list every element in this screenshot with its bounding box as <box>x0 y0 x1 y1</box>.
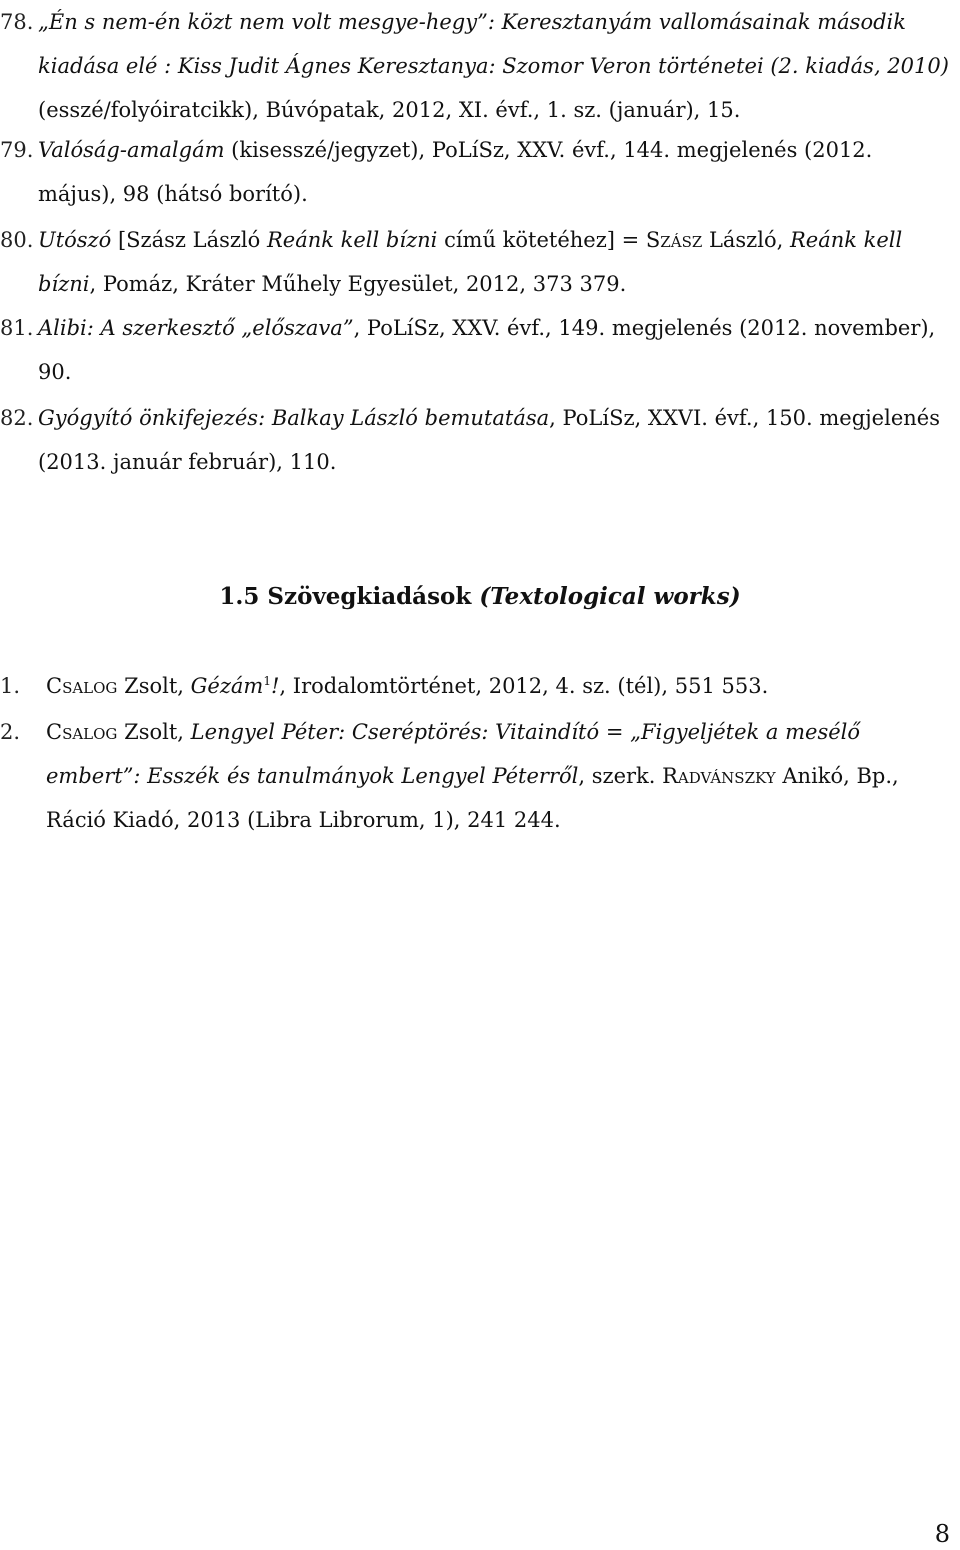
entry-text <box>38 396 955 484</box>
entry-text-part: László, <box>702 228 790 252</box>
entry-text <box>38 0 955 132</box>
entry-number: 81. <box>0 316 34 340</box>
bibliography-entry-81 <box>0 306 955 394</box>
work-number: 2. <box>0 720 21 744</box>
entry-number: 82. <box>0 406 34 430</box>
work-text-part: , szerk. <box>578 764 663 788</box>
author-surname: Szász <box>645 228 703 252</box>
work-details: , Irodalomtörténet, 2012, 4. sz. (tél), 551 553. <box>279 674 769 698</box>
work-number: 1. <box>0 674 21 698</box>
entry-details: (esszé/folyóiratcikk), Búvópatak, 2012, XI. évf., 1. sz. (január), 15. <box>38 98 741 122</box>
entry-text-part: című kötetéhez] = <box>437 228 646 252</box>
page-number: 8 <box>934 1520 950 1548</box>
entry-title: Gyógyító önkifejezés: Balkay László bemutatása <box>38 406 550 430</box>
entry-title: Alibi: A szerkesztő „előszava” <box>38 316 354 340</box>
entry-number: 78. <box>0 10 34 34</box>
section-heading-text: 1.5 Szövegkiadások <box>219 583 480 610</box>
textological-work-2 <box>0 710 955 842</box>
bibliography-entry-82 <box>0 396 955 484</box>
author-surname: Csalog <box>46 674 118 698</box>
work-text-part: Zsolt, <box>117 674 191 698</box>
entry-title: Utószó <box>38 228 112 252</box>
entry-details: , PoLíSz, XXV. évf., 149. megjelenés (2012. november), 90. <box>38 316 936 384</box>
entry-details: , Pomáz, Kráter Műhely Egyesület, 2012, 373 379. <box>89 272 627 296</box>
entry-number: 79. <box>0 138 34 162</box>
entry-text <box>38 218 955 306</box>
entry-title: „Én s nem-én közt nem volt mesgye-hegy”: Keresztanyám vallomásainak második kiadása elé : Kiss Judit Ágnes Keresztanya: Szomor Veron történetei (2. kiadás, 2010) <box>38 10 949 78</box>
work-book-title: „Figyeljétek a mesélő embert”: Esszék és tanulmányok Lengyel Péterről <box>46 720 861 788</box>
entry-text <box>38 128 955 216</box>
work-text-part: Zsolt, <box>117 720 191 744</box>
entry-details: (kisesszé/jegyzet), PoLíSz, XXV. évf., 144. megjelenés (2012. május), 98 (hátsó borító). <box>38 138 873 206</box>
work-title-superscript: 1 <box>263 674 271 688</box>
entry-book-title: Reánk kell bízni <box>38 228 903 296</box>
editor-surname: Radvánszky <box>662 764 776 788</box>
section-heading-english: (Textological works) <box>479 583 741 610</box>
work-text <box>46 664 955 708</box>
section-heading <box>0 575 960 619</box>
work-text-part: = <box>599 720 631 744</box>
bibliography-entry-79 <box>0 128 955 216</box>
entry-text-part: [Szász László <box>111 228 267 252</box>
work-text <box>46 710 955 842</box>
entry-details: , PoLíSz, XXVI. évf., 150. megjelenés (2013. január február), 110. <box>38 406 940 474</box>
entry-number: 80. <box>0 228 34 252</box>
author-surname: Csalog <box>46 720 118 744</box>
work-details: Anikó, Bp., Ráció Kiadó, 2013 (Libra Librorum, 1), 241 244. <box>46 764 899 832</box>
work-title: Gézám <box>190 674 264 698</box>
bibliography-entry-78 <box>0 0 955 132</box>
work-title-end: ! <box>270 674 280 698</box>
work-title: Lengyel Péter: Cseréptörés: Vitaindító <box>190 720 600 744</box>
textological-work-1 <box>0 664 955 708</box>
entry-text <box>38 306 955 394</box>
entry-title: Valóság-amalgám <box>38 138 225 162</box>
entry-book-title: Reánk kell bízni <box>266 228 438 252</box>
bibliography-entry-80 <box>0 218 955 306</box>
